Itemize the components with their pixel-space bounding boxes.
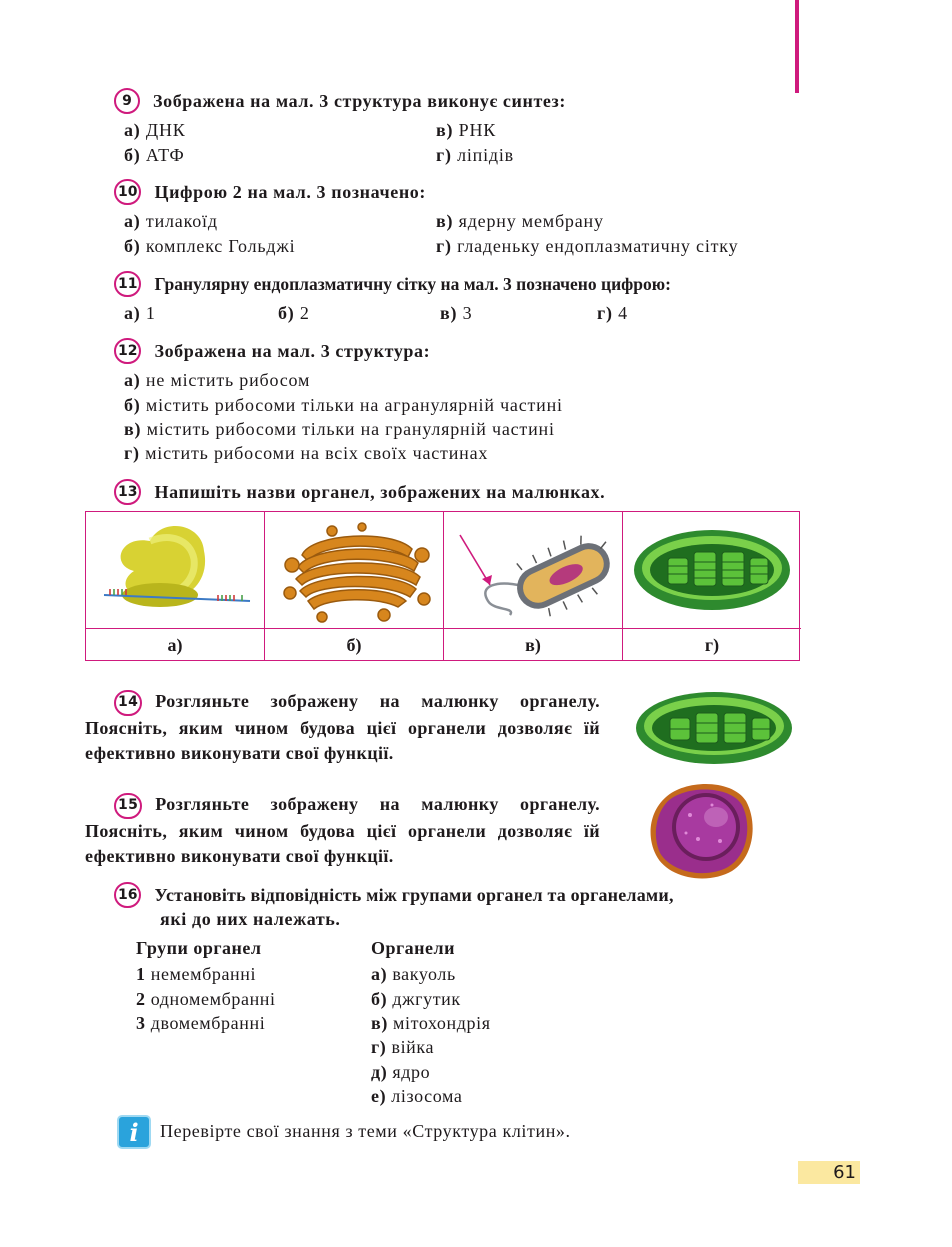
- group-item: 2 одномембранні: [136, 989, 276, 1009]
- page-number: 61: [798, 1161, 860, 1184]
- golgi-image: [265, 512, 444, 628]
- question-text: Установіть відповідність між групами органел та органелами,: [154, 884, 674, 905]
- question-13: [114, 479, 605, 505]
- question-number-badge: 16: [114, 882, 141, 908]
- ribosome-image: [86, 512, 265, 628]
- question-9: [114, 88, 566, 114]
- label-a: а): [86, 628, 265, 661]
- chloroplast-image: [632, 688, 797, 773]
- question-text: Розгляньте зображену на малюнку органелу. Поясніть, яким чином будова цієї органели дозволяє їй ефективно виконувати свої функції.: [85, 794, 600, 866]
- question-number-badge: 9: [114, 88, 140, 114]
- group-item: 1 немембранні: [136, 964, 257, 984]
- option-g: г) ліпідів: [436, 145, 514, 165]
- question-text: Напишіть назви органел, зображених на малюнках.: [154, 481, 606, 502]
- option-v: в) РНК: [436, 120, 497, 140]
- option-g: г) 4: [597, 303, 628, 323]
- label-b: б): [265, 628, 444, 661]
- option-v: в) містить рибосоми тільки на гранулярній частині: [124, 419, 555, 439]
- question-text: Цифрою 2 на мал. 3 позначено:: [154, 181, 427, 202]
- option-b: б) комплекс Гольджі: [124, 236, 296, 256]
- question-11: [114, 271, 671, 297]
- option-v: в) 3: [440, 303, 473, 323]
- page-edge-marker: [795, 0, 799, 93]
- option-b: б) 2: [278, 303, 310, 323]
- question-14: [85, 689, 600, 766]
- question-text: Гранулярну ендоплазматичну сітку на мал. 3 позначено цифрою:: [154, 273, 671, 294]
- organelle-item: г) війка: [371, 1037, 435, 1057]
- option-a: а) тилакоїд: [124, 211, 218, 231]
- option-g: г) гладеньку ендоплазматичну сітку: [436, 236, 739, 256]
- info-text: Перевірте свої знання з теми «Структура клітин».: [160, 1121, 571, 1141]
- organelle-item: д) ядро: [371, 1062, 431, 1082]
- group-item: 3 двомембранні: [136, 1013, 266, 1033]
- organelles-header: Органели: [371, 938, 456, 958]
- info-icon: i: [117, 1115, 151, 1149]
- question-number-badge: 13: [114, 479, 141, 505]
- question-number-badge: 10: [114, 179, 141, 205]
- option-a: а) 1: [124, 303, 156, 323]
- organelle-item: б) джгутик: [371, 989, 461, 1009]
- option-b: б) АТФ: [124, 145, 185, 165]
- question-number-badge: 12: [114, 338, 141, 364]
- question-text: Розгляньте зображену на малюнку органелу. Поясніть, яким чином будова цієї органели дозволяє їй ефективно виконувати свої функції.: [85, 691, 600, 763]
- question-10: [114, 179, 426, 205]
- question-12: [114, 338, 430, 364]
- question-number-badge: 15: [114, 793, 142, 819]
- organelle-item: а) вакуоль: [371, 964, 456, 984]
- option-b: б) містить рибосоми тільки на агранулярній частині: [124, 395, 563, 415]
- question-number-badge: 11: [114, 271, 141, 297]
- label-v: в): [444, 628, 623, 661]
- question-text: Зображена на мал. 3 структура виконує синтез:: [153, 90, 566, 111]
- question-15: [85, 792, 600, 869]
- option-a: а) не містить рибосом: [124, 370, 311, 390]
- chloroplast-image: [623, 512, 801, 628]
- organelle-table: [85, 511, 800, 661]
- groups-header: Групи органел: [136, 938, 262, 958]
- nucleus-image: [646, 775, 758, 888]
- label-g: г): [623, 628, 801, 661]
- question-text: Зображена на мал. 3 структура:: [154, 340, 431, 361]
- question-number-badge: 14: [114, 690, 142, 716]
- option-g: г) містить рибосоми на всіх своїх частинах: [124, 443, 489, 463]
- question-16: [114, 882, 674, 908]
- question-text-continued: які до них належать.: [160, 909, 341, 929]
- option-a: а) ДНК: [124, 120, 186, 140]
- flagellum-image: [444, 512, 623, 628]
- organelle-item: в) мітохондрія: [371, 1013, 491, 1033]
- organelle-item: е) лізосома: [371, 1086, 463, 1106]
- option-v: в) ядерну мембрану: [436, 211, 604, 231]
